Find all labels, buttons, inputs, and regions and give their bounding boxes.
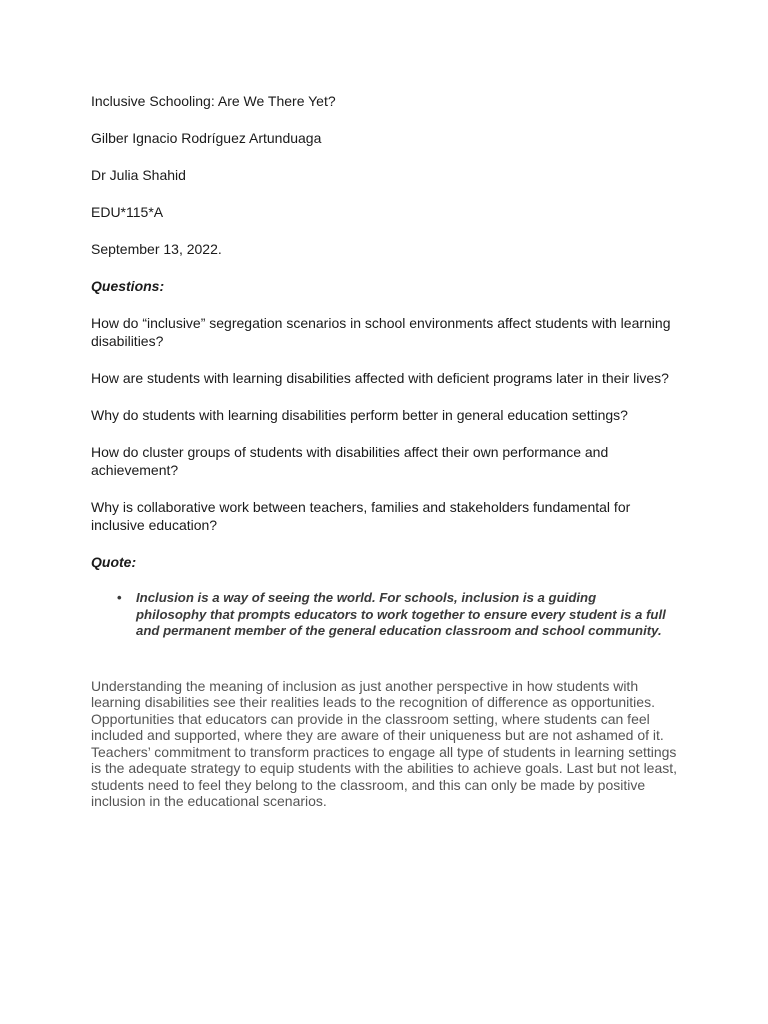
- document-title: Inclusive Schooling: Are We There Yet?: [91, 93, 336, 109]
- author-name: Gilber Ignacio Rodríguez Artunduaga: [91, 130, 322, 146]
- question-item: Why is collaborative work between teachers, families and stakeholders fundamental for inclusive education?: [91, 499, 631, 533]
- instructor-name: Dr Julia Shahid: [91, 167, 186, 183]
- bullet-icon: •: [117, 590, 122, 605]
- quote-item: [117, 590, 666, 640]
- quote-heading: Quote:: [91, 554, 137, 570]
- question-item: How do cluster groups of students with disabilities affect their own performance and achievement?: [91, 444, 609, 478]
- quote-list: [91, 590, 681, 640]
- question-item: How do “inclusive” segregation scenarios in school environments affect students with learning disabilities?: [91, 315, 671, 349]
- question-item: Why do students with learning disabilities perform better in general education settings?: [91, 407, 628, 423]
- document-date: September 13, 2022.: [91, 241, 222, 257]
- reflection-paragraph: Understanding the meaning of inclusion as just another perspective in how students with learning disabilities see their realities leads to the recognition of difference as opportunities. Opportunities that educators can provide in the classroom setting, where students can feel included and supported, where they are aware of their uniqueness but are not ashamed of it. Teachers’ commitment to transform practices to engage all type of students in learning settings is the adequate strategy to equip students with the abilities to achieve goals. Last but not least, students need to feel they belong to the classroom, and this can only be made by positive inclusion in the educational scenarios.: [91, 677, 678, 809]
- question-item: How are students with learning disabilities affected with deficient programs later in their lives?: [91, 370, 669, 386]
- course-code: EDU*115*A: [91, 204, 164, 220]
- document-body: [91, 92, 681, 824]
- quote-text: Inclusion is a way of seeing the world. For schools, inclusion is a guiding philosophy that prompts educators to work together to ensure every student is a full and permanent member of the general education classroom and school community.: [136, 590, 666, 638]
- questions-heading: Questions:: [91, 278, 165, 294]
